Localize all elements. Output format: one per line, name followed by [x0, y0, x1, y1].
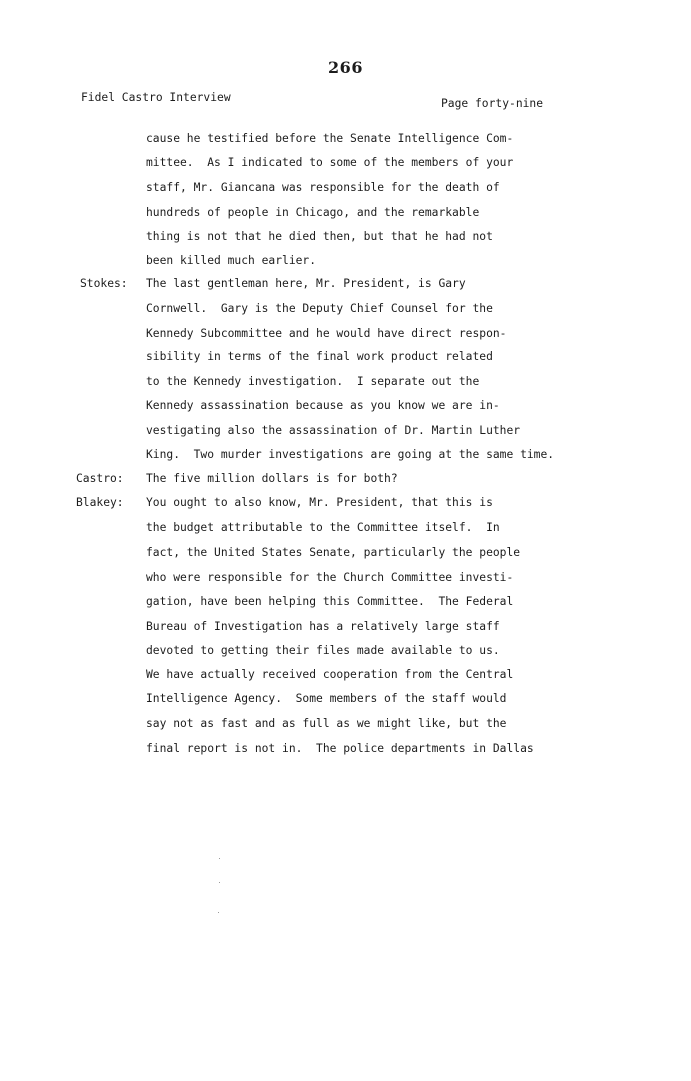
speaker-label: Blakey: [76, 496, 124, 509]
transcript-line: staff, Mr. Giancana was responsible for the death of [146, 181, 500, 194]
scan-speck [218, 912, 219, 913]
transcript-line: who were responsible for the Church Committee investi- [146, 571, 514, 584]
scan-speck [219, 858, 220, 859]
transcript-line: You ought to also know, Mr. President, that this is [146, 496, 493, 509]
transcript-line: King. Two murder investigations are going at the same time. [146, 448, 555, 461]
transcript-line: say not as fast and as full as we might like, but the [146, 717, 507, 730]
transcript-line: thing is not that he died then, but that he had not [146, 230, 493, 243]
transcript-line: Bureau of Investigation has a relatively large staff [146, 620, 500, 633]
transcript-line: vestigating also the assassination of Dr. Martin Luther [146, 424, 521, 437]
transcript-line: The five million dollars is for both? [146, 472, 398, 485]
transcript-line: Kennedy Subcommittee and he would have direct respon- [146, 327, 507, 340]
transcript-line: cause he testified before the Senate Intelligence Com- [146, 132, 514, 145]
header-page-label: Page forty-nine [441, 97, 544, 110]
transcript-line: hundreds of people in Chicago, and the remarkable [146, 206, 480, 219]
header-title: Fidel Castro Interview [81, 91, 231, 104]
transcript-line: gation, have been helping this Committee. The Federal [146, 595, 514, 608]
transcript-line: been killed much earlier. [146, 254, 317, 267]
transcript-line: the budget attributable to the Committee itself. In [146, 521, 500, 534]
transcript-line: Cornwell. Gary is the Deputy Chief Counsel for the [146, 302, 493, 315]
transcript-line: final report is not in. The police departments in Dallas [146, 742, 534, 755]
transcript-line: Kennedy assassination because as you know we are in- [146, 399, 500, 412]
speaker-label: Castro: [76, 472, 124, 485]
transcript-line: mittee. As I indicated to some of the members of your [146, 156, 514, 169]
transcript-line: We have actually received cooperation from the Central [146, 668, 514, 681]
transcript-line: Intelligence Agency. Some members of the staff would [146, 692, 507, 705]
transcript-line: to the Kennedy investigation. I separate out the [146, 375, 480, 388]
speaker-label: Stokes: [80, 277, 128, 290]
transcript-line: sibility in terms of the final work product related [146, 350, 493, 363]
transcript-line: devoted to getting their files made available to us. [146, 644, 500, 657]
transcript-line: The last gentleman here, Mr. President, is Gary [146, 277, 466, 290]
scan-speck [219, 882, 220, 883]
page-number: 266 [328, 58, 363, 77]
transcript-line: fact, the United States Senate, particularly the people [146, 546, 521, 559]
